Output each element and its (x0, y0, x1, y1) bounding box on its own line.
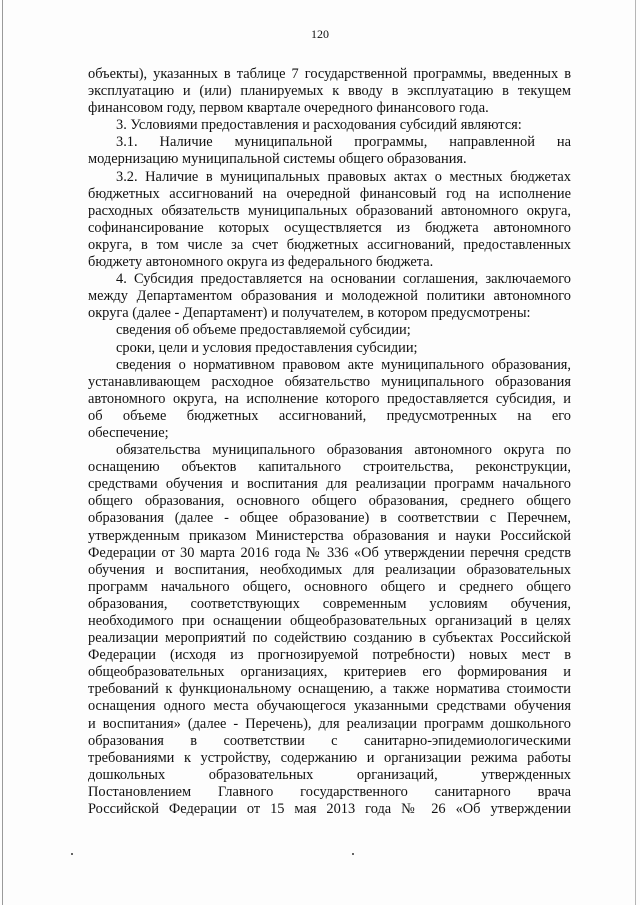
text-line: реализации мероприятий по содействию созданию в субъектах Российской (88, 630, 571, 647)
text-line: округа, в том числе за счет бюджетных ассигнований, предоставленных (88, 236, 571, 253)
text-line: об объеме бюджетных ассигнований, предусмотренных на его (88, 407, 571, 424)
scan-speck (71, 853, 73, 855)
text-line: требований к функциональному оснащению, а также норматива стоимости (88, 681, 571, 698)
text-line: расходных обязательств муниципальных образований автономного округа, (88, 202, 571, 219)
scan-edge-left (2, 0, 3, 905)
text-line: обязательства муниципального образования автономного округа по (116, 442, 571, 459)
text-line: модернизацию муниципальной системы общего образования. (88, 151, 467, 168)
text-line: требованиями к устройству, содержанию и организации режима работы (88, 749, 571, 766)
text-line: средствами обучения и воспитания для реализации программ начального (88, 476, 571, 493)
text-line: образования, соответствующих современным условиям обучения, (88, 595, 571, 612)
text-line: объекты), указанных в таблице 7 государственной программы, введенных в (88, 66, 571, 82)
text-line: оснащению объектов капитального строительства, реконструкции, (88, 459, 571, 476)
text-line: оснащения одного места обучающегося указанными средствами обучения (88, 698, 571, 715)
text-line: Федерации от 30 марта 2016 года № 336 «Об утверждении перечня средств (88, 544, 571, 561)
text-line: автономного округа, на исполнение которого предоставляется субсидия, и (88, 390, 571, 407)
text-line: софинансирование которых осуществляется из бюджета автономного (88, 219, 571, 236)
text-line: общего образования, основного общего образования, среднего общего (88, 493, 571, 510)
text-line: Федерации (исходя из прогнозируемой потребности) новых мест в (88, 647, 571, 664)
text-line: сроки, цели и условия предоставления субсидии; (116, 339, 418, 356)
text-line: образования в соответствии с санитарно-эпидемиологическими (88, 732, 571, 749)
text-line: 4. Субсидия предоставляется на основании соглашения, заключаемого (116, 271, 571, 288)
text-line: устанавливающем расходное обязательство муниципального образования (88, 373, 571, 390)
text-line: 3.2. Наличие в муниципальных правовых актах о местных бюджетах (116, 168, 571, 185)
text-line: обеспечение; (88, 424, 169, 441)
text-line: общеобразовательных организациях, критериев его формирования и (88, 664, 571, 681)
text-line: сведения об объеме предоставляемой субсидии; (116, 322, 411, 339)
scan-edge-right (635, 0, 636, 905)
text-line: между Департаментом образования и молодежной политики автономного (88, 288, 571, 305)
text-line: программ начального общего, основного общего и среднего общего (88, 578, 571, 595)
text-line: Российской Федерации от 15 мая 2013 года № 26 «Об утверждении (88, 801, 571, 818)
page-number: 120 (311, 27, 329, 41)
text-line: утвержденным приказом Министерства образования и науки Российской (88, 527, 571, 544)
text-line: бюджету автономного округа из федерального бюджета. (88, 254, 434, 271)
text-line: дошкольных образовательных организаций, утвержденных (88, 766, 571, 783)
text-line: обучения и воспитания, необходимых для реализации образовательных (88, 561, 571, 578)
text-line: бюджетных ассигнований на очередной финансовый год на исполнение (88, 185, 571, 202)
text-line: образования (далее - общее образование) в соответствии с Перечнем, (88, 510, 571, 527)
text-line: эксплуатацию и (или) планируемых к вводу в эксплуатацию в текущем (88, 83, 571, 100)
scan-speck (352, 853, 354, 855)
text-line: округа (далее - Департамент) и получателем, в котором предусмотрены: (88, 305, 531, 322)
text-line: Постановлением Главного государственного санитарного врача (88, 783, 571, 800)
text-line: необходимого при оснащении общеобразовательных организаций в целях (88, 613, 571, 629)
text-line: и воспитания» (далее - Перечень), для реализации программ дошкольного (88, 715, 571, 732)
text-line: сведения о нормативном правовом акте муниципального образования, (116, 356, 571, 373)
text-line: 3. Условиями предоставления и расходования субсидий являются: (116, 117, 522, 134)
body-text (88, 66, 571, 818)
text-line: финансовом году, первом квартале очередного финансового года. (88, 100, 489, 117)
text-line: 3.1. Наличие муниципальной программы, направленной на (116, 134, 571, 151)
